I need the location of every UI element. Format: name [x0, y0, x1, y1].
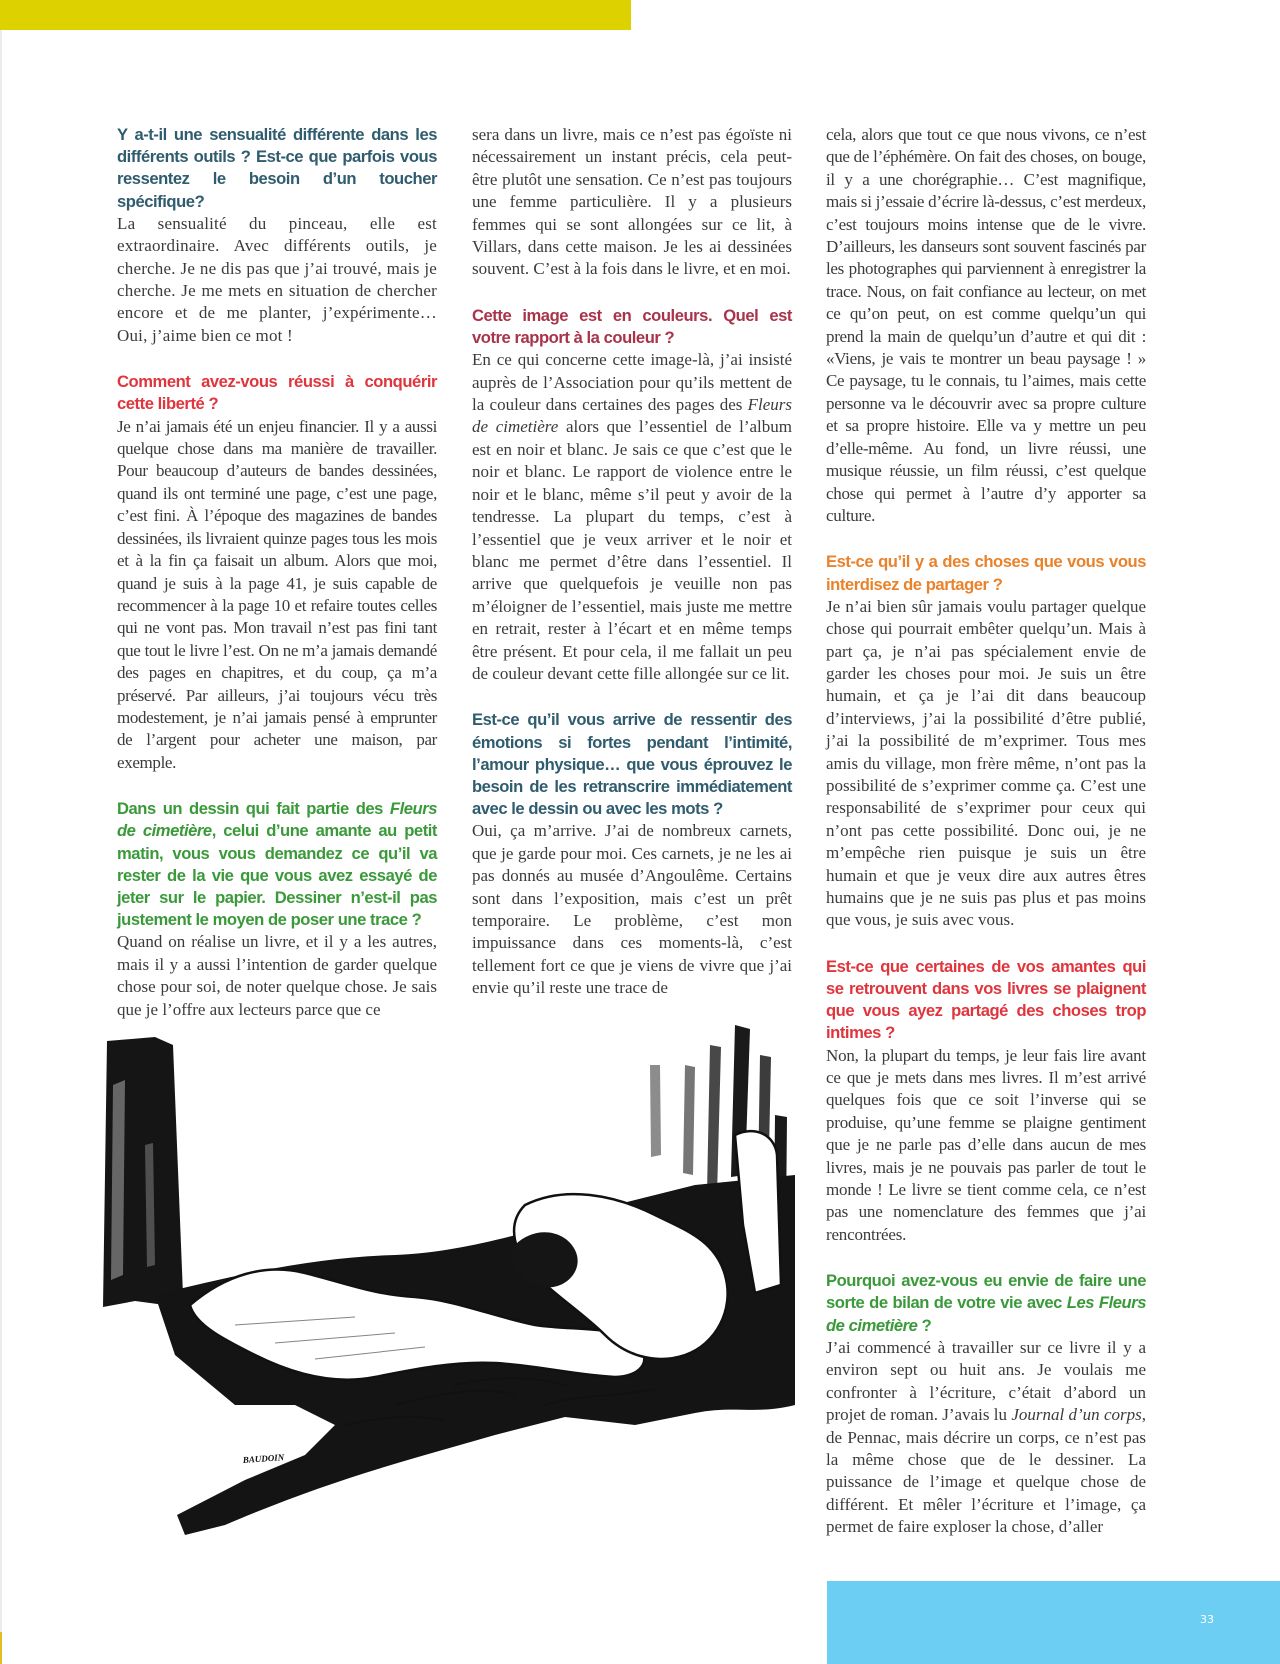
answer-bilan-text: J’ai commencé à travailler sur ce livre il y a environ sept ou huit ans. Je voulais me confronter à l’écriture, c’était d’abord un projet de roman. J’avais lu	[826, 1337, 1146, 1425]
top-color-bar	[0, 0, 631, 30]
page-number: 33	[1200, 1613, 1214, 1626]
column-3	[826, 124, 1146, 1539]
answer-couleur-text: En ce qui concerne cette image-là, j’ai insisté auprès de l’Association pour qu’ils mettent de la couleur dans certaines des pages des	[472, 350, 792, 415]
column-1	[117, 124, 437, 1021]
answer-trace-continued: sera dans un livre, mais ce n’est pas égoïste ni nécessairement un instant précis, cela peut-être plutôt une sensation. Ce n’est pas toujours une femme particulière. Il y a plusieurs femmes qui se sont allongées sur ce lit, à Villars, dans cette maison. Je les ai dessinées souvent. C’est à la fois dans le livre, et en moi.	[472, 125, 792, 279]
answer-amantes: Non, la plupart du temps, je leur fais lire avant ce que je mets dans mes livres. Il m’est arrivé quelques fois que ce soit l’inverse qui se produise, qu’une femme se plaigne gentiment que je ne parle pas d’elle dans aucun de mes livres, mais je ne pouvais pas parler de tout le monde ! Le livre se tient comme cela, ce n’est pas une nomenclature des femmes que j’ai rencontrées.	[826, 1045, 1146, 1244]
answer-couleur-text-cont: alors que l’essentiel de l’album est en noir et blanc. Je sais ce que c’est que le noir et blanc. Le rapport de violence entre le noir et le blanc, même s’il peut y avoir de la tendresse. La plupart du temps, c’est à l’essentiel que je veux arriver et le noir et blanc me permet d’être dans l’essentiel. Il arrive que quelquefois je veuille non pas m’éloigner de l’essentiel, mais juste me mettre en retrait, rester à l’écart et en même temps être présent. Et pour cela, il me fallait un peu de couleur devant cette fille allongée sur ce lit.	[472, 417, 792, 683]
footer-page-box	[827, 1581, 1280, 1664]
answer-sensualite: La sensualité du pinceau, elle est extraordinaire. Avec différents outils, je cherche. Je ne dis pas que j’ai trouvé, mais je cherche. Je me mets en situation de chercher encore et de me planter, j’expérimente… Oui, j’aime bien ce mot !	[117, 213, 437, 345]
question-trace-text-cont: , celui d’une amante au petit matin, vous vous demandez ce qu’il va rester de la vie que vous avez essayé de jeter sur le papier. Dessiner n’est-il pas justement le moyen de poser une trace ?	[117, 821, 438, 930]
book-title: Fleurs de cimetière	[117, 799, 437, 841]
question-bilan-text-cont: ?	[917, 1315, 932, 1335]
artist-signature: BAUDOIN	[242, 1452, 285, 1465]
answer-emotions: Oui, ça m’arrive. J’ai de nombreux carnets, que je garde pour moi. Ces carnets, je ne les ai pas donnés au musée d’Angoulême. Certains sont dans l’exposition, mais c’est un prêt temporaire. Le problème, c’est mon impuissance dans ces moments-là, c’est tellement fort ce que je viens de vivre que j’ai envie qu’il reste une trace de	[472, 821, 792, 998]
ink-illustration	[95, 1025, 800, 1545]
question-amantes: Est-ce que certaines de vos amantes qui se retrouvent dans vos livres se plaignent que vous ayez partagé des choses trop intimes ?	[826, 956, 1146, 1043]
book-title: Journal d’un corps	[1011, 1405, 1142, 1425]
question-sensualite: Y a-t-il une sensualité différente dans les différents outils ? Est-ce que parfois vous ressentez le besoin d’un toucher spécifique?	[117, 125, 437, 211]
question-liberte: Comment avez-vous réussi à conquérir cette liberté ?	[117, 372, 437, 414]
page-left-edge	[0, 0, 2, 1664]
bottom-left-color-tick	[0, 1632, 2, 1664]
answer-couleur	[472, 349, 792, 685]
question-bilan-text: Pourquoi avez-vous eu envie de faire une sorte de bilan de votre vie avec	[826, 1271, 1146, 1313]
question-couleur: Cette image est en couleurs. Quel est votre rapport à la couleur ?	[472, 305, 792, 348]
answer-interdits: Je n’ai bien sûr jamais voulu partager quelque chose qui pourrait embêter quelqu’un. Mais à part ça, je n’ai pas spécialement envie de garder les choses pour moi. Je suis un être humain, et ça je l’ai dit dans beaucoup d’interviews, j’ai la possibilité d’être publié, j’ai la possibilité de m’exprimer. Tous mes amis du village, mon frère même, n’ont pas la possibilité de s’exprimer comme ça. C’est une responsabilité de s’exprimer pour ceux qui n’ont pas cette possibilité. Donc oui, je ne m’empêche rien puisque je suis un être humain et que je veux dire aux autres êtres humains que je ne suis pas plus et pas moins que vous, je suis avec vous.	[826, 596, 1146, 930]
answer-emotions-continued: cela, alors que tout ce que nous vivons, ce n’est que de l’éphémère. On fait des choses, on bouge, il y a une chorégraphie… C’est magnifique, mais si j’essaie d’écrire là-dessus, c’est merdeux, c’est toujours moins intense que de le vivre. D’ailleurs, les danseurs sont souvent fascinés par les photographes qui parviennent à enregistrer la trace. Nous, on fait confiance au lecteur, on met ce qu’on peut, on est comme quelqu’un qui prend la main de quelqu’un d’autre et qui dit : «Viens, je vais te montrer un beau paysage ! » Ce paysage, tu le connais, tu l’aimes, mais cette personne va le découvrir avec sa propre culture et sa propre histoire. Elle va y mettre un peu d’elle-même. Au fond, un livre réussi, une musique réussie, un film réussi, c’est quelque chose qui permet à l’autre d’y apporter sa culture.	[826, 125, 1146, 525]
answer-bilan-text-cont: , de Pennac, mais décrire un corps, ce n’est pas la même chose que de le dessiner. La puissance de l’image et quelque chose de différent. Et mêler l’écriture et l’image, ça permet de faire exploser la chose, d’aller	[826, 1405, 1147, 1537]
question-bilan	[826, 1270, 1146, 1337]
answer-trace: Quand on réalise un livre, et il y a les autres, mais il y a aussi l’intention de garder quelque chose pour soi, de noter quelque chose. Je sais que je l’offre aux lecteurs parce que ce	[117, 932, 437, 1019]
book-title: Fleurs de cimetière	[472, 395, 792, 437]
question-trace-text: Dans un dessin qui fait partie des	[117, 799, 390, 819]
answer-liberte: Je n’ai jamais été un enjeu financier. Il y a aussi quelque chose dans ma manière de travailler. Pour beaucoup d’auteurs de bandes dessinées, quand ils ont terminé une page, c’est une page, c’est fini. À l’époque des magazines de bandes dessinées, ils livraient quinze pages tous les mois et à la fin ça faisait un album. Alors que moi, quand je suis à la page 41, je suis capable de recommencer à la page 10 et refaire toutes celles qui ne vont pas. Mon travail n’est pas fini tant que tout le livre l’est. On ne m’a jamais demandé des pages en chapitres, et du coup, ça m’a préservé. Par ailleurs, j’ai toujours vécu très modestement, je n’ai jamais pensé à emprunter de l’argent pour acheter une maison, par exemple.	[117, 416, 437, 772]
question-interdits: Est-ce qu’il y a des choses que vous vous interdisez de partager ?	[826, 552, 1146, 594]
answer-bilan	[826, 1337, 1146, 1539]
book-title: Les Fleurs de cimetière	[826, 1293, 1146, 1335]
question-trace	[117, 798, 437, 931]
question-emotions: Est-ce qu’il vous arrive de ressentir des émotions si fortes pendant l’intimité, l’amour physique… que vous éprouvez le besoin de les retranscrire immédiatement avec le dessin ou avec les mots ?	[472, 710, 792, 819]
column-2	[472, 124, 792, 1000]
